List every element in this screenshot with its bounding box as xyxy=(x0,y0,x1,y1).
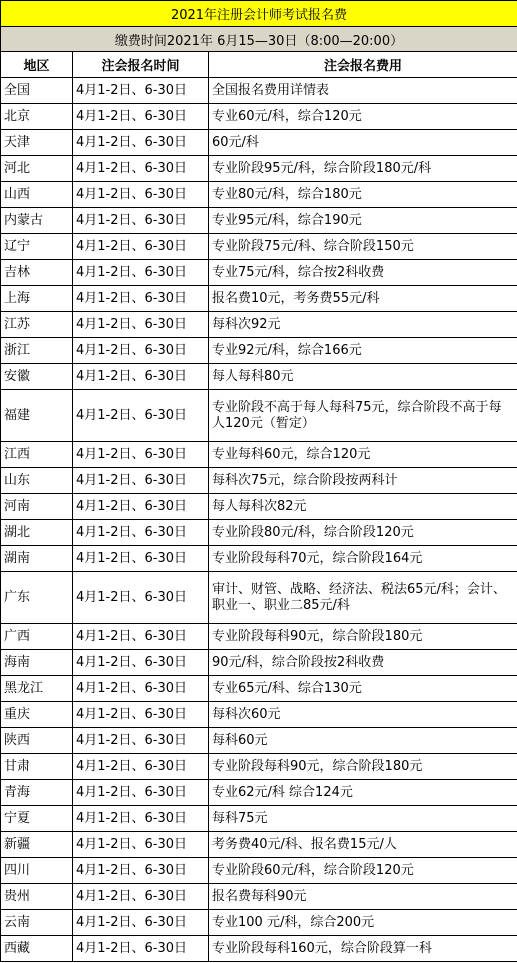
time-cell: 4月1-2日、6-30日 xyxy=(73,806,209,832)
table-row xyxy=(1,546,517,572)
fee-cell: 审计、财管、战略、经济法、税法65元/科；会计、职业一、职业二85元/科 xyxy=(209,572,517,624)
region-cell: 江苏 xyxy=(1,312,73,338)
region-cell: 安徽 xyxy=(1,364,73,390)
time-cell: 4月1-2日、6-30日 xyxy=(73,260,209,286)
table-row xyxy=(1,442,517,468)
region-cell: 福建 xyxy=(1,390,73,442)
time-cell: 4月1-2日、6-30日 xyxy=(73,130,209,156)
table-row xyxy=(1,494,517,520)
time-cell: 4月1-2日、6-30日 xyxy=(73,910,209,936)
fee-cell: 报名费每科90元 xyxy=(209,884,517,910)
table-row xyxy=(1,260,517,286)
time-cell: 4月1-2日、6-30日 xyxy=(73,234,209,260)
table-row xyxy=(1,130,517,156)
fee-cell: 60元/科 xyxy=(209,130,517,156)
region-cell: 黑龙江 xyxy=(1,676,73,702)
fee-cell: 专业65元/科、综合130元 xyxy=(209,676,517,702)
table-row xyxy=(1,572,517,624)
fee-cell: 专业80元/科，综合180元 xyxy=(209,182,517,208)
region-cell: 内蒙古 xyxy=(1,208,73,234)
time-cell: 4月1-2日、6-30日 xyxy=(73,494,209,520)
table-row xyxy=(1,936,517,962)
table-row xyxy=(1,364,517,390)
time-cell: 4月1-2日、6-30日 xyxy=(73,208,209,234)
table-row xyxy=(1,780,517,806)
fee-cell: 全国报名费用详情表 xyxy=(209,78,517,104)
fee-cell: 考务费40元/科、报名费15元/人 xyxy=(209,832,517,858)
title-row xyxy=(1,1,517,27)
table-row xyxy=(1,910,517,936)
region-cell: 陕西 xyxy=(1,728,73,754)
fee-cell: 专业阶段80元/科，综合阶段120元 xyxy=(209,520,517,546)
table-row xyxy=(1,78,517,104)
table-row xyxy=(1,468,517,494)
header-fee: 注会报名费用 xyxy=(209,52,517,78)
table-row xyxy=(1,624,517,650)
fee-cell: 每科次92元 xyxy=(209,312,517,338)
fee-cell: 专业阶段60元/科，综合阶段120元 xyxy=(209,858,517,884)
time-cell: 4月1-2日、6-30日 xyxy=(73,572,209,624)
region-cell: 吉林 xyxy=(1,260,73,286)
table-row xyxy=(1,650,517,676)
header-time: 注会报名时间 xyxy=(73,52,209,78)
fee-cell: 专业阶段95元/科，综合阶段180元/科 xyxy=(209,156,517,182)
table-row xyxy=(1,754,517,780)
region-cell: 湖南 xyxy=(1,546,73,572)
region-cell: 云南 xyxy=(1,910,73,936)
table-row xyxy=(1,286,517,312)
fee-cell: 专业阶段每科90元，综合阶段180元 xyxy=(209,754,517,780)
time-cell: 4月1-2日、6-30日 xyxy=(73,156,209,182)
region-cell: 西藏 xyxy=(1,936,73,962)
time-cell: 4月1-2日、6-30日 xyxy=(73,832,209,858)
table-row xyxy=(1,338,517,364)
fee-cell: 每科次75元，综合阶段按两科计 xyxy=(209,468,517,494)
time-cell: 4月1-2日、6-30日 xyxy=(73,468,209,494)
table-row xyxy=(1,676,517,702)
time-cell: 4月1-2日、6-30日 xyxy=(73,520,209,546)
table-row xyxy=(1,702,517,728)
time-cell: 4月1-2日、6-30日 xyxy=(73,364,209,390)
time-cell: 4月1-2日、6-30日 xyxy=(73,676,209,702)
fee-cell: 专业95元/科，综合190元 xyxy=(209,208,517,234)
region-cell: 北京 xyxy=(1,104,73,130)
region-cell: 江西 xyxy=(1,442,73,468)
region-cell: 宁夏 xyxy=(1,806,73,832)
time-cell: 4月1-2日、6-30日 xyxy=(73,286,209,312)
region-cell: 贵州 xyxy=(1,884,73,910)
time-cell: 4月1-2日、6-30日 xyxy=(73,936,209,962)
header-row xyxy=(1,52,517,78)
time-cell: 4月1-2日、6-30日 xyxy=(73,884,209,910)
time-cell: 4月1-2日、6-30日 xyxy=(73,312,209,338)
header-region: 地区 xyxy=(1,52,73,78)
time-cell: 4月1-2日、6-30日 xyxy=(73,182,209,208)
region-cell: 海南 xyxy=(1,650,73,676)
time-cell: 4月1-2日、6-30日 xyxy=(73,702,209,728)
region-cell: 天津 xyxy=(1,130,73,156)
table-row xyxy=(1,208,517,234)
fee-cell: 专业阶段每科160元，综合阶段算一科 xyxy=(209,936,517,962)
region-cell: 浙江 xyxy=(1,338,73,364)
region-cell: 新疆 xyxy=(1,832,73,858)
region-cell: 全国 xyxy=(1,78,73,104)
region-cell: 山东 xyxy=(1,468,73,494)
fee-cell: 每科次60元 xyxy=(209,702,517,728)
table-row xyxy=(1,520,517,546)
time-cell: 4月1-2日、6-30日 xyxy=(73,858,209,884)
fee-cell: 专业每科60元，综合120元 xyxy=(209,442,517,468)
table-row xyxy=(1,104,517,130)
fee-cell: 专业阶段每科90元，综合阶段180元 xyxy=(209,624,517,650)
fee-cell: 专业阶段每科70元，综合阶段164元 xyxy=(209,546,517,572)
table-row xyxy=(1,312,517,338)
fee-cell: 专业100 元/科，综合200元 xyxy=(209,910,517,936)
fee-cell: 每人每科80元 xyxy=(209,364,517,390)
time-cell: 4月1-2日、6-30日 xyxy=(73,650,209,676)
fee-cell: 每科60元 xyxy=(209,728,517,754)
table-row xyxy=(1,234,517,260)
fee-cell: 专业75元/科，综合按2科收费 xyxy=(209,260,517,286)
fee-cell: 专业92元/科，综合166元 xyxy=(209,338,517,364)
region-cell: 湖北 xyxy=(1,520,73,546)
fee-cell: 报名费10元，考务费55元/科 xyxy=(209,286,517,312)
region-cell: 辽宁 xyxy=(1,234,73,260)
table-row xyxy=(1,182,517,208)
fee-cell: 专业阶段不高于每人每科75元，综合阶段不高于每人120元（暂定） xyxy=(209,390,517,442)
fee-cell: 90元/科，综合阶段按2科收费 xyxy=(209,650,517,676)
table-row xyxy=(1,728,517,754)
time-cell: 4月1-2日、6-30日 xyxy=(73,442,209,468)
table-row xyxy=(1,832,517,858)
table-title: 2021年注册会计师考试报名费 xyxy=(1,1,517,27)
table-row xyxy=(1,390,517,442)
region-cell: 上海 xyxy=(1,286,73,312)
table-row xyxy=(1,156,517,182)
region-cell: 广东 xyxy=(1,572,73,624)
region-cell: 四川 xyxy=(1,858,73,884)
time-cell: 4月1-2日、6-30日 xyxy=(73,390,209,442)
time-cell: 4月1-2日、6-30日 xyxy=(73,624,209,650)
region-cell: 甘肃 xyxy=(1,754,73,780)
time-cell: 4月1-2日、6-30日 xyxy=(73,754,209,780)
fee-cell: 每科75元 xyxy=(209,806,517,832)
region-cell: 河北 xyxy=(1,156,73,182)
fee-cell: 专业62元/科 综合124元 xyxy=(209,780,517,806)
region-cell: 河南 xyxy=(1,494,73,520)
time-cell: 4月1-2日、6-30日 xyxy=(73,728,209,754)
time-cell: 4月1-2日、6-30日 xyxy=(73,78,209,104)
time-cell: 4月1-2日、6-30日 xyxy=(73,546,209,572)
region-cell: 广西 xyxy=(1,624,73,650)
table-row xyxy=(1,884,517,910)
table-row xyxy=(1,806,517,832)
fee-cell: 专业60元/科，综合120元 xyxy=(209,104,517,130)
payment-time: 缴费时间2021年 6月15—30日（8:00—20:00） xyxy=(1,27,517,52)
time-cell: 4月1-2日、6-30日 xyxy=(73,780,209,806)
time-cell: 4月1-2日、6-30日 xyxy=(73,104,209,130)
time-cell: 4月1-2日、6-30日 xyxy=(73,338,209,364)
fee-cell: 专业阶段75元/科、综合阶段150元 xyxy=(209,234,517,260)
fee-cell: 每人每科次82元 xyxy=(209,494,517,520)
region-cell: 青海 xyxy=(1,780,73,806)
region-cell: 山西 xyxy=(1,182,73,208)
table-row xyxy=(1,858,517,884)
payment-time-row xyxy=(1,27,517,52)
region-cell: 重庆 xyxy=(1,702,73,728)
